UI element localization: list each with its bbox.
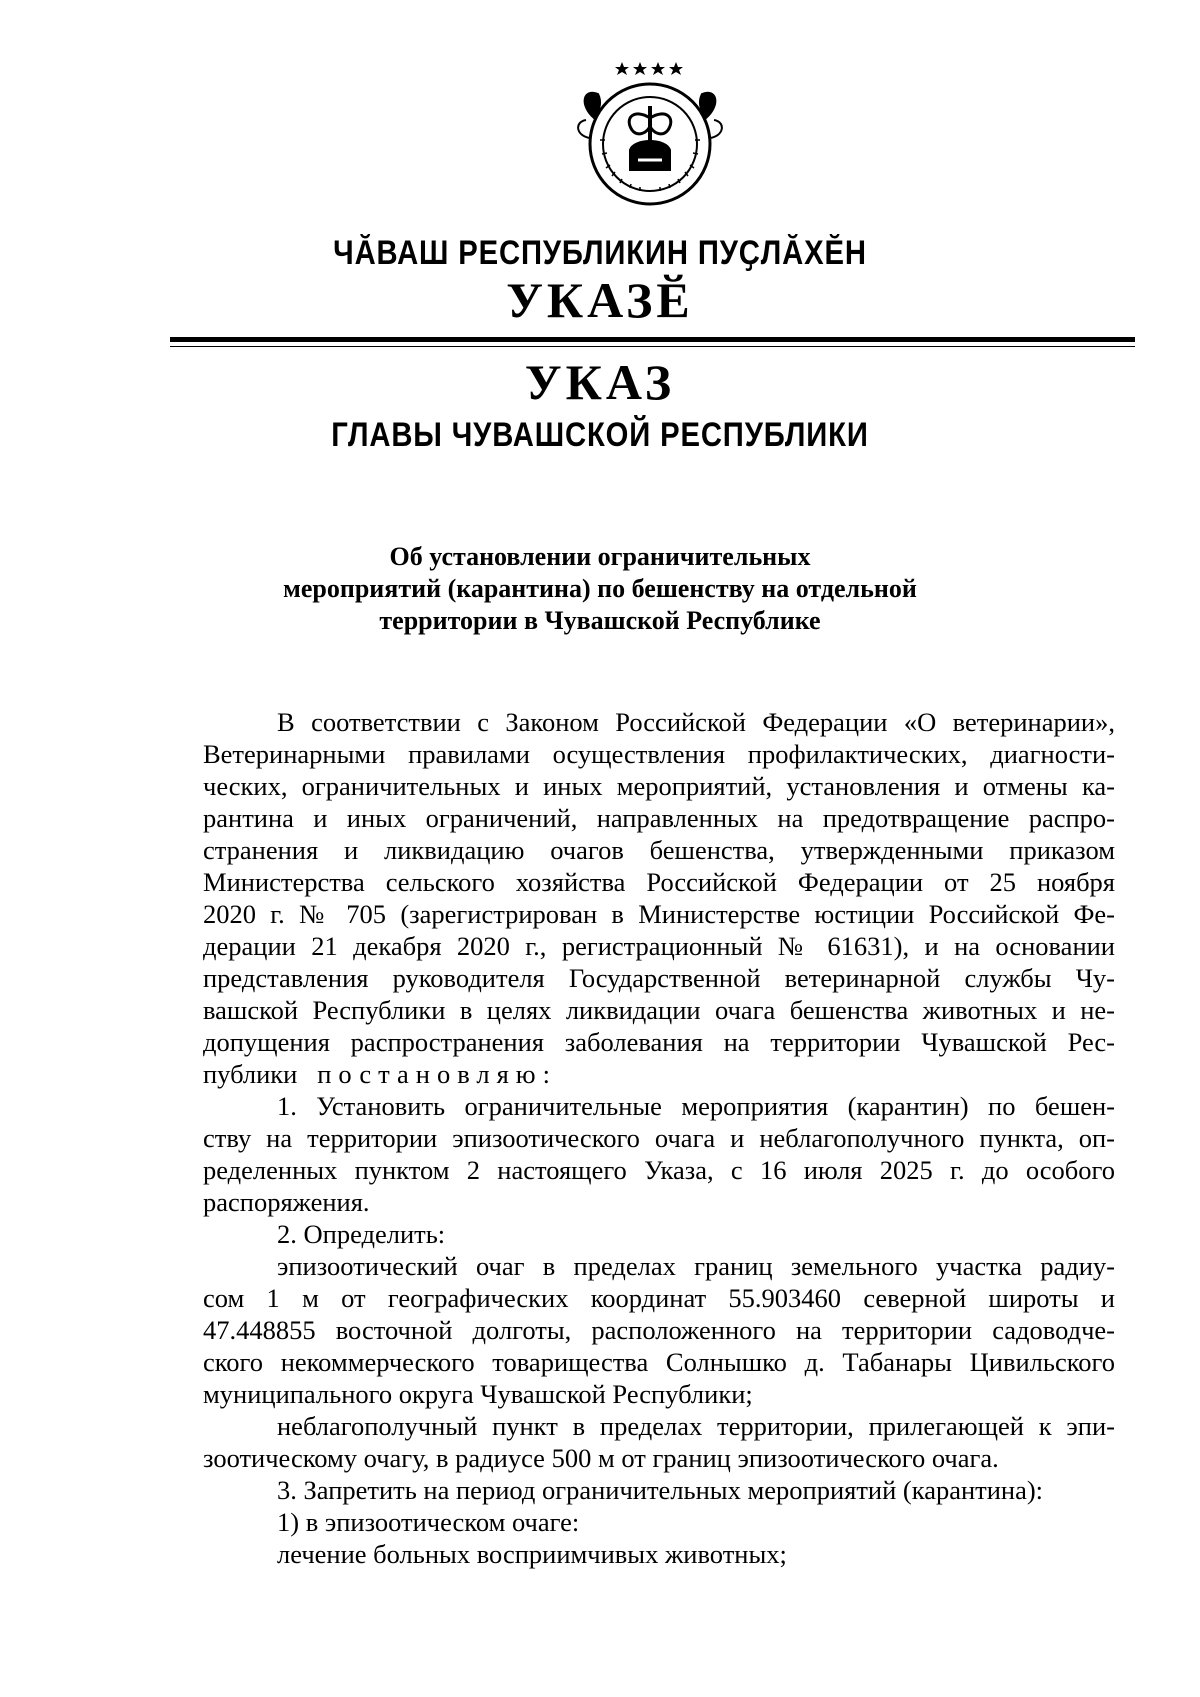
item-1-line: распоряжения. [203, 1187, 370, 1217]
body-line: Министерства сельского хозяйства Российской Федерации от 25 ноября [203, 867, 1115, 897]
item-3-heading: 3. Запретить на период ограничительных мероприятий (карантина): [277, 1475, 1044, 1505]
body-line: ческих, ограничительных и иных мероприятий, установления и отмены ка- [203, 771, 1115, 801]
item-2-focus-line: муниципального округа Чувашской Республики; [203, 1379, 753, 1409]
body-line: представления руководителя Государственной ветеринарной службы Чу- [203, 963, 1115, 993]
item-1-line: 1. Установить ограничительные мероприятия (карантин) по бешен- [277, 1091, 1115, 1121]
body-line [203, 1058, 1115, 1090]
item-2-point-line: неблагополучный пункт в пределах территории, прилегающей к эпи- [277, 1411, 1115, 1441]
decree-word: постановляю: [317, 1059, 557, 1089]
body-line: В соответствии с Законом Российской Федерации «О ветеринарии», [277, 707, 1115, 737]
body-line: Ветеринарными правилами осуществления профилактических, диагности- [203, 739, 1115, 769]
decree-title-line: Об установлении ограничительных [389, 542, 811, 571]
russian-title-line-1: УКАЗ [524, 354, 676, 410]
item-2-focus-line: эпизоотический очаг в пределах границ земельного участка радиу- [277, 1251, 1115, 1281]
header-divider-thin [170, 346, 1135, 347]
preamble-end: публики [203, 1059, 298, 1089]
chuvash-title-line-1: ЧӐВАШ РЕСПУБЛИКИН ПУҪЛӐХӖН [333, 234, 867, 272]
russian-title-line-2: ГЛАВЫ ЧУВАШСКОЙ РЕСПУБЛИКИ [331, 416, 869, 454]
item-2-point-line: зоотическому очагу, в радиусе 500 м от границ эпизоотического очага. [203, 1443, 999, 1473]
body-line: странения и ликвидацию очагов бешенства, утвержденными приказом [203, 835, 1115, 865]
decree-body [203, 706, 1115, 1570]
body-line: допущения распространения заболевания на территории Чувашской Рес- [203, 1027, 1115, 1057]
body-line: вашской Республики в целях ликвидации очага бешенства животных и не- [203, 995, 1115, 1025]
coat-of-arms-emblem-icon [572, 58, 728, 210]
item-1-line: ределенных пунктом 2 настоящего Указа, с 16 июля 2025 г. до особого [203, 1155, 1115, 1185]
item-2-focus-line: ского некоммерческого товарищества Солнышко д. Табанары Цивильского [203, 1347, 1115, 1377]
item-3-subheading: 1) в эпизоотическом очаге: [277, 1507, 580, 1537]
body-line: рантина и иных ограничений, направленных на предотвращение распро- [203, 803, 1115, 833]
header-divider-thick [170, 337, 1135, 342]
decree-title [0, 541, 1200, 637]
decree-title-line: мероприятий (карантина) по бешенству на отдельной [283, 574, 917, 603]
item-2-heading: 2. Определить: [277, 1219, 446, 1249]
body-line: дерации 21 декабря 2020 г., регистрационный № 61631), и на основании [203, 931, 1115, 961]
item-2-focus-line: сом 1 м от географических координат 55.903460 северной широты и [203, 1283, 1115, 1313]
item-3-sub-line: лечение больных восприимчивых животных; [277, 1539, 787, 1569]
decree-title-line: территории в Чувашской Республике [379, 606, 821, 635]
item-1-line: ству на территории эпизоотического очага и неблагополучного пункта, оп- [203, 1123, 1115, 1153]
body-line: 2020 г. № 705 (зарегистрирован в Министерстве юстиции Российской Фе- [203, 899, 1115, 929]
chuvash-title-line-2: УКАЗӖ [506, 272, 694, 328]
item-2-focus-line: 47.448855 восточной долготы, расположенного на территории садоводче- [203, 1315, 1115, 1345]
